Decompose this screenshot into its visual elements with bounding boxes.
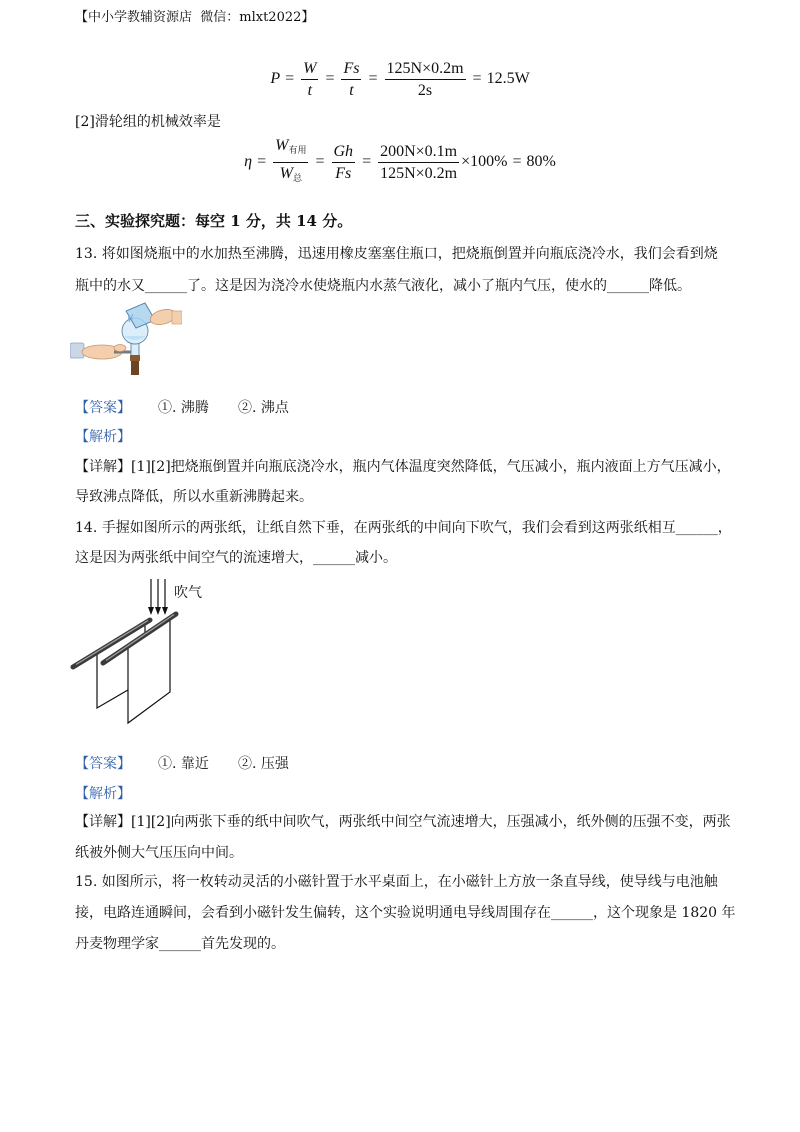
q13-text-line-1: 13. 将如图烧瓶中的水加热至沸腾，迅速用橡皮塞塞住瓶口，把烧瓶倒置并向瓶底浇冷水，我们会看到烧 xyxy=(75,246,718,262)
q13-answer-2: ②. 沸点 xyxy=(238,400,289,416)
finger xyxy=(114,345,126,352)
fraction-gh-over-fs xyxy=(332,142,356,183)
q13-answer-label: 【答案】 xyxy=(75,400,131,416)
q15-text-line-2: 接，电路连通瞬间，会看到小磁针发生偏转，这个实验说明通电导线周围存在______，这个现象是 1820 年 xyxy=(75,905,736,921)
q14-detail-line-1: 【详解】[1][2]向两张下垂的纸中间吹气，两张纸中间空气流速增大，压强减小，纸外侧的压强不变，两张 xyxy=(75,814,731,830)
fraction-values xyxy=(385,59,466,100)
formula-result: 12.5W xyxy=(486,70,530,87)
work-symbol: W xyxy=(279,164,293,182)
numerator: Fs xyxy=(341,59,361,80)
formula-result: 80% xyxy=(526,153,556,170)
right-wrist xyxy=(172,311,182,324)
work-symbol: W xyxy=(275,136,289,154)
denominator xyxy=(278,163,304,189)
numerator: Gh xyxy=(332,142,356,163)
q15-text-line-1: 15. 如图所示，将一枚转动灵活的小磁针置于水平桌面上，在小磁针上方放一条直导线，使导线与电池触 xyxy=(75,874,718,890)
equals-sign: = xyxy=(285,70,295,87)
denominator: 2s xyxy=(417,81,433,99)
fraction-fs-over-t xyxy=(341,59,361,100)
stand xyxy=(131,361,139,375)
equals-sign: = xyxy=(257,153,267,170)
section-title: 三、实验探究题：每空 1 分，共 14 分。 xyxy=(75,212,353,230)
blow-arrowhead xyxy=(155,607,161,615)
total-subscript: 总 xyxy=(292,173,302,184)
denominator: t xyxy=(349,81,354,99)
equals-sign: = xyxy=(512,153,522,170)
q13-detail-line-1: 【详解】[1][2]把烧瓶倒置并向瓶底浇冷水，瓶内气体温度突然降低，气压减小，瓶内液面上方气压减小， xyxy=(75,459,731,475)
paper-blowing-illustration xyxy=(70,575,215,730)
denominator: t xyxy=(307,81,313,99)
q15-text-line-3: 丹麦物理学家______首先发现的。 xyxy=(75,936,285,952)
efficiency-formula xyxy=(0,136,800,185)
denominator: 125N×0.2m xyxy=(380,164,458,182)
q13-text-line-2: 瓶中的水又______了。这是因为浇冷水使烧瓶内水蒸气液化，减小了瓶内气压，使水的______降低。 xyxy=(75,278,691,294)
q14-answer-2: ②. 压强 xyxy=(238,756,289,772)
equals-sign: = xyxy=(362,153,372,170)
equals-sign: = xyxy=(368,70,378,87)
fraction-work-ratio xyxy=(273,136,308,189)
numerator: 200N×0.1m xyxy=(378,142,459,163)
blow-arrowhead xyxy=(162,607,168,615)
flask-figure xyxy=(70,302,182,380)
numerator: 125N×0.2m xyxy=(385,59,466,80)
q14-text-line-2: 这是因为两张纸中间空气的流速增大，______减小。 xyxy=(75,550,397,566)
fraction-values xyxy=(378,142,459,183)
percent-factor: ×100% xyxy=(461,153,508,170)
paper-blowing-figure xyxy=(70,575,215,730)
page-header-watermark: 【中小学教辅资源店 微信：mlxt2022】 xyxy=(75,10,315,25)
numerator: W xyxy=(301,59,318,80)
equals-sign: = xyxy=(472,70,482,87)
numerator xyxy=(273,136,308,163)
q14-analysis-label: 【解析】 xyxy=(75,786,131,802)
q13-detail-line-2: 导致沸点降低，所以水重新沸腾起来。 xyxy=(75,489,313,505)
fraction-w-over-t xyxy=(301,59,318,100)
q14-text-line-1: 14. 手握如图所示的两张纸，让纸自然下垂，在两张纸的中间向下吹气，我们会看到这两张纸相互______， xyxy=(75,520,732,536)
q13-analysis-label: 【解析】 xyxy=(75,429,131,445)
blow-arrowhead xyxy=(148,607,154,615)
left-sleeve xyxy=(70,343,84,358)
q13-answer-1: ①. 沸腾 xyxy=(158,400,209,416)
denominator: Fs xyxy=(335,164,352,182)
useful-subscript: 有用 xyxy=(288,145,307,156)
flask-illustration xyxy=(70,302,182,380)
formula-symbol-p: P xyxy=(270,70,281,87)
q14-answer-1: ①. 靠近 xyxy=(158,756,209,772)
rubber-stopper xyxy=(130,355,140,361)
blow-label: 吹气 xyxy=(174,585,202,601)
q14-detail-line-2: 纸被外侧大气压压向中间。 xyxy=(75,845,243,861)
formula-symbol-eta: η xyxy=(244,153,253,170)
equals-sign: = xyxy=(315,153,325,170)
power-formula xyxy=(0,56,800,102)
q12-part2-text: [2]滑轮组的机械效率是 xyxy=(75,114,221,130)
q14-answer-label: 【答案】 xyxy=(75,756,131,772)
equals-sign: = xyxy=(325,70,335,87)
